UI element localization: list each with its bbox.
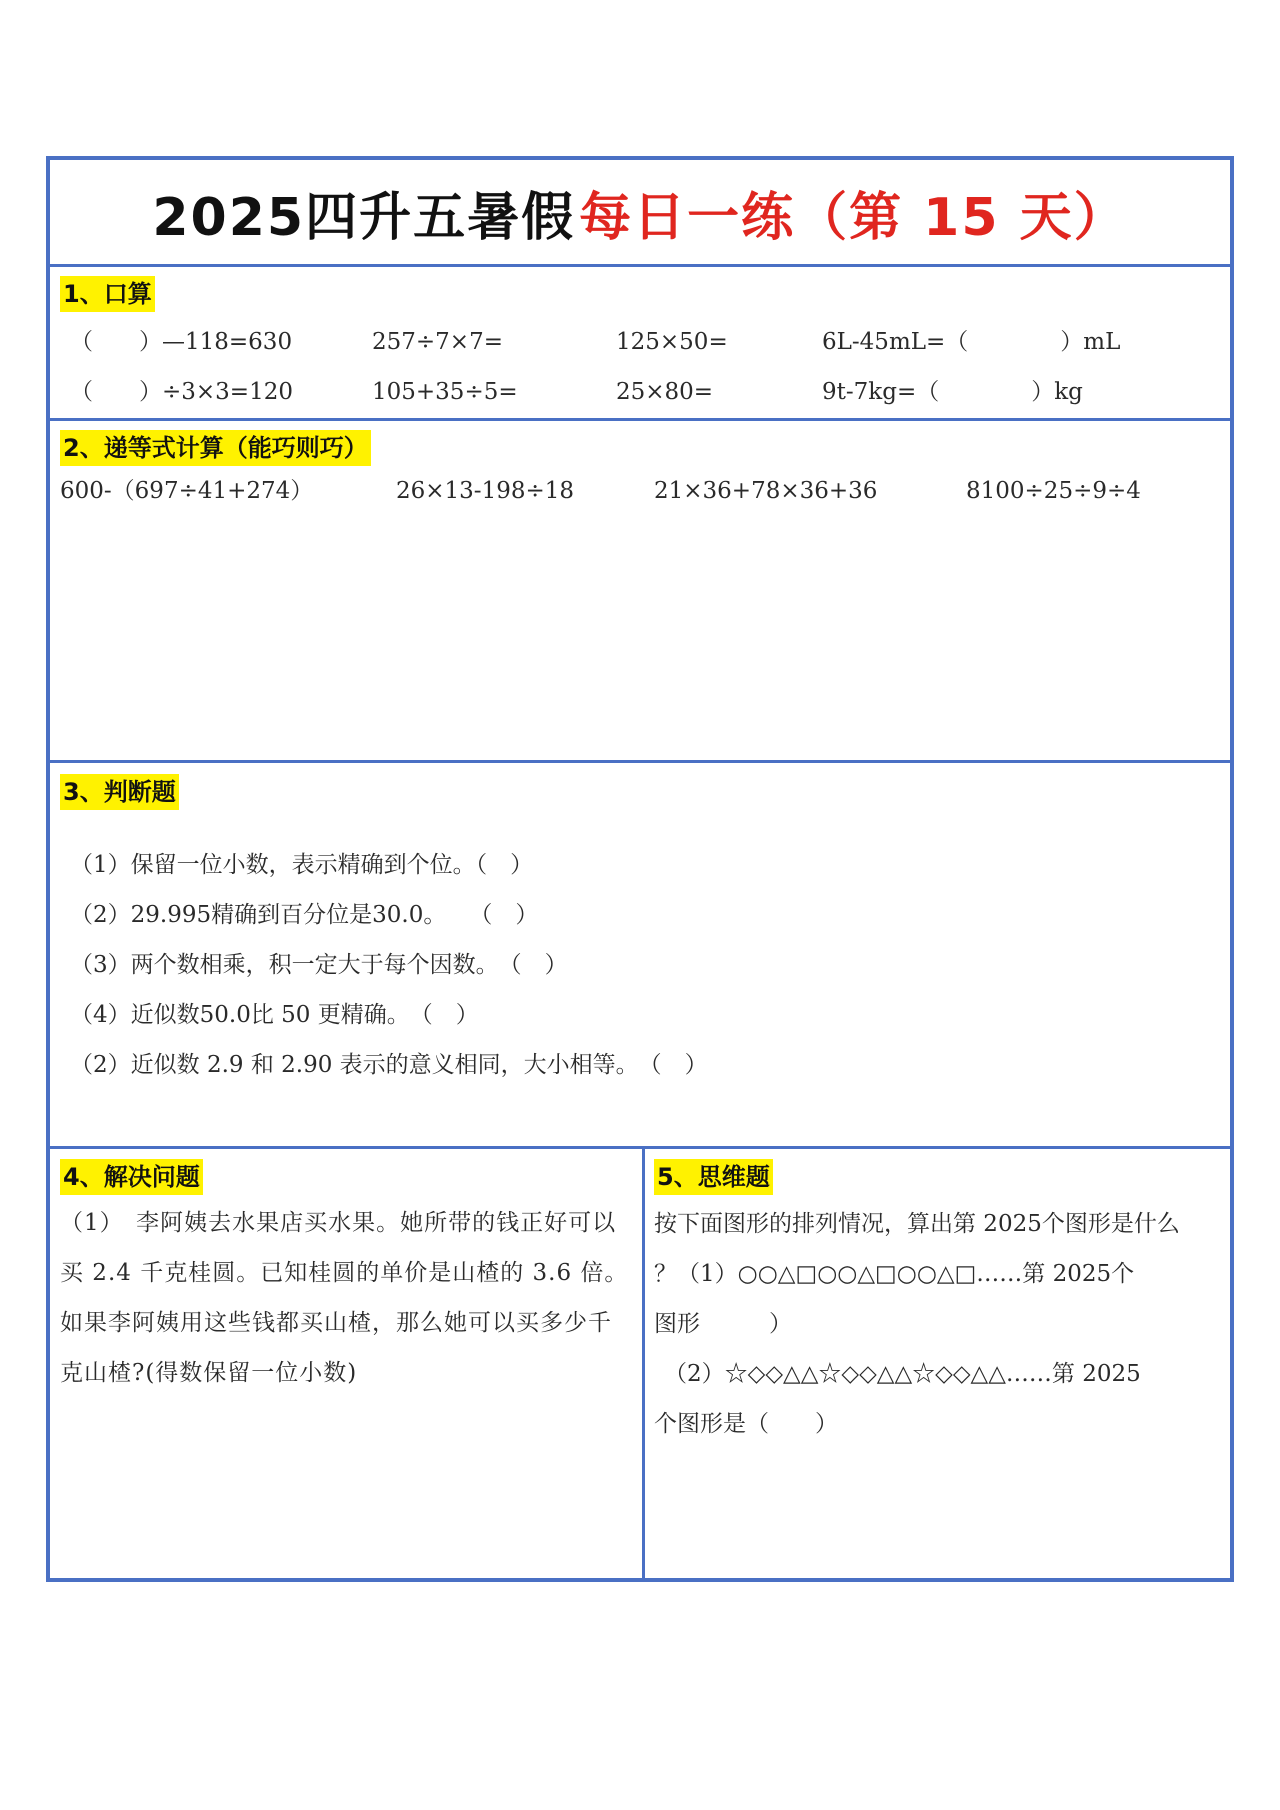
page-title bbox=[50, 160, 1230, 264]
step-calc-item: 8100÷25÷9÷4 bbox=[966, 478, 1141, 504]
divider-title bbox=[50, 264, 1230, 267]
thinking-text-line: 按下面图形的排列情况，算出第 2025个图形是什么 bbox=[654, 1211, 1180, 1237]
oral-calc-item: （ ）—118=630 bbox=[70, 329, 293, 355]
oral-calc-item: 125×50= bbox=[616, 329, 728, 355]
oral-calc-item: 9t-7kg=（ ）kg bbox=[822, 379, 1083, 405]
oral-calc-item: 105+35÷5= bbox=[372, 379, 518, 405]
divider-section-3 bbox=[50, 1146, 1230, 1149]
oral-calc-item: 257÷7×7= bbox=[372, 329, 503, 355]
worksheet bbox=[46, 156, 1234, 1582]
judgement-item: （1）保留一位小数，表示精确到个位。（ ） bbox=[70, 852, 534, 878]
step-calc-item: 21×36+78×36+36 bbox=[654, 478, 878, 504]
section-3-heading: 3、判断题 bbox=[60, 774, 179, 810]
problem-text: （1） 李阿姨去水果店买水果。她所带的钱正好可以买 2.4 千克桂圆。已知桂圆的单价是山楂的 3.6 倍。如果李阿姨用这些钱都买山楂，那么她可以买多少千克山楂?(得数保留一位小数) bbox=[60, 1210, 629, 1386]
section-1-heading: 1、口算 bbox=[60, 276, 155, 312]
thinking-text-line: ？（1）○○△□○○△□○○△□……第 2025个 bbox=[654, 1261, 1135, 1287]
judgement-item: （4）近似数50.0比 50 更精确。 （ ） bbox=[70, 1002, 479, 1028]
divider-section-2 bbox=[50, 760, 1230, 763]
oral-calc-item: 6L-45mL=（ ）mL bbox=[822, 329, 1121, 355]
divider-section-1 bbox=[50, 418, 1230, 421]
thinking-text-line: 图形 ） bbox=[654, 1311, 792, 1337]
oral-calc-item: （ ）÷3×3=120 bbox=[70, 379, 293, 405]
divider-column bbox=[642, 1146, 645, 1582]
thinking-text-line: （2）☆◇◇△△☆◇◇△△☆◇◇△△……第 2025 bbox=[664, 1361, 1141, 1387]
judgement-item: （2）近似数 2.9 和 2.90 表示的意义相同，大小相等。 （ ） bbox=[70, 1052, 708, 1078]
title-day: 每日一练（第 15 天） bbox=[579, 187, 1128, 248]
title-main: 2025四升五暑假 bbox=[152, 187, 576, 248]
section-2-heading: 2、递等式计算（能巧则巧） bbox=[60, 430, 371, 466]
judgement-item: （3）两个数相乘，积一定大于每个因数。 （ ） bbox=[70, 952, 568, 978]
step-calc-item: 600-（697÷41+274） bbox=[60, 478, 314, 504]
section-5-heading: 5、思维题 bbox=[654, 1159, 773, 1195]
thinking-text-line: 个图形是（ ） bbox=[654, 1411, 838, 1437]
section-4-heading: 4、解决问题 bbox=[60, 1159, 203, 1195]
judgement-item: （2）29.995精确到百分位是30.0。 （ ） bbox=[70, 902, 539, 928]
oral-calc-item: 25×80= bbox=[616, 379, 714, 405]
step-calc-item: 26×13-198÷18 bbox=[396, 478, 575, 504]
